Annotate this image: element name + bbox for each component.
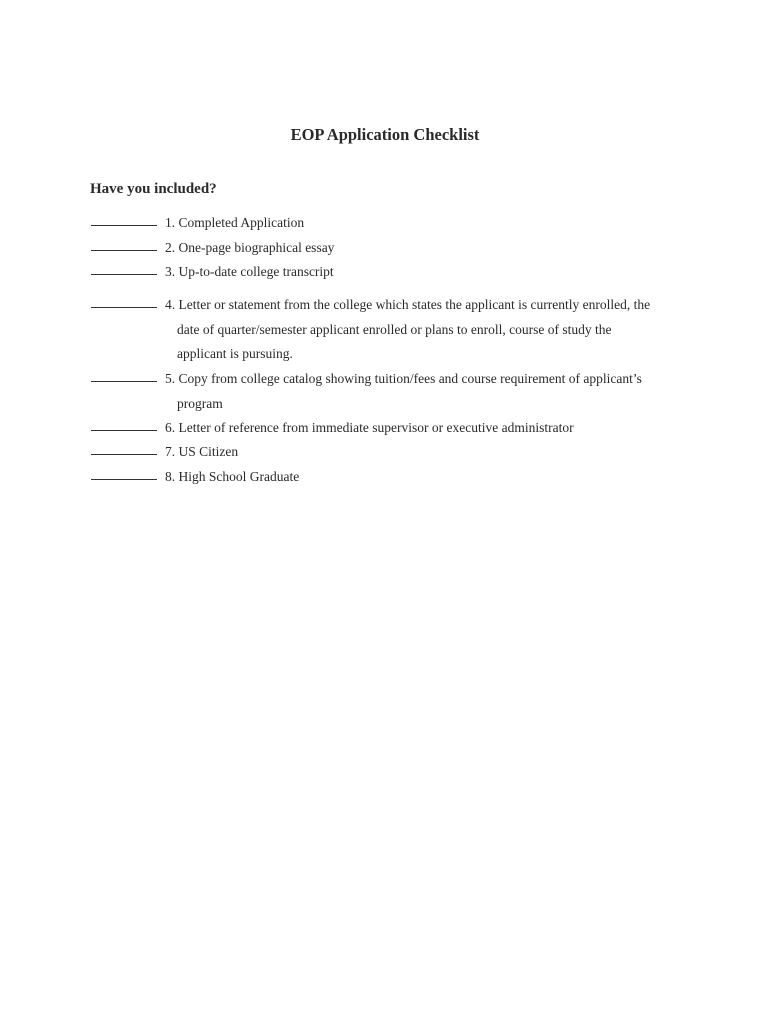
checklist-item-text: [165, 236, 685, 261]
checklist-item-text: [165, 416, 685, 441]
checklist-item-text: [165, 260, 685, 285]
checkbox-blank-line[interactable]: [91, 454, 157, 455]
checklist-item-line: 3. Up-to-date college transcript: [165, 264, 334, 279]
checkbox-blank-line[interactable]: [91, 479, 157, 480]
section-heading: Have you included?: [90, 181, 217, 197]
checklist-item-line: 1. Completed Application: [165, 215, 305, 230]
checklist-item-line: date of quarter/semester applicant enrolled or plans to enroll, course of study the: [177, 321, 612, 337]
checklist-item-line: applicant is pursuing.: [177, 346, 293, 361]
checkbox-blank-line[interactable]: [91, 250, 157, 251]
checklist-item-line: 5. Copy from college catalog showing tuition/fees and course requirement of applicant’s: [165, 371, 642, 386]
checkbox-blank-line[interactable]: [91, 274, 157, 275]
checkbox-blank-line[interactable]: [91, 307, 157, 308]
checklist-item-line: program: [177, 395, 223, 411]
checklist-item-line: 4. Letter or statement from the college which states the applicant is currently enrolled, the: [165, 297, 651, 312]
checklist-item-text: [165, 465, 685, 490]
checkbox-blank-line[interactable]: [91, 430, 157, 431]
checklist-item-line: 6. Letter of reference from immediate supervisor or executive administrator: [165, 420, 574, 435]
checkbox-blank-line[interactable]: [91, 225, 157, 226]
checkbox-blank-line[interactable]: [91, 381, 157, 382]
checklist-item-text: [165, 440, 685, 465]
checklist-item-line: 2. One-page biographical essay: [165, 240, 335, 255]
checklist-item-line: 8. High School Graduate: [165, 469, 300, 484]
checklist-item-text: [165, 211, 685, 236]
page-title: EOP Application Checklist: [290, 125, 480, 144]
checklist-item-text: [165, 367, 685, 416]
checklist-item-line: 7. US Citizen: [165, 444, 239, 459]
checklist-item-text: [165, 293, 685, 367]
